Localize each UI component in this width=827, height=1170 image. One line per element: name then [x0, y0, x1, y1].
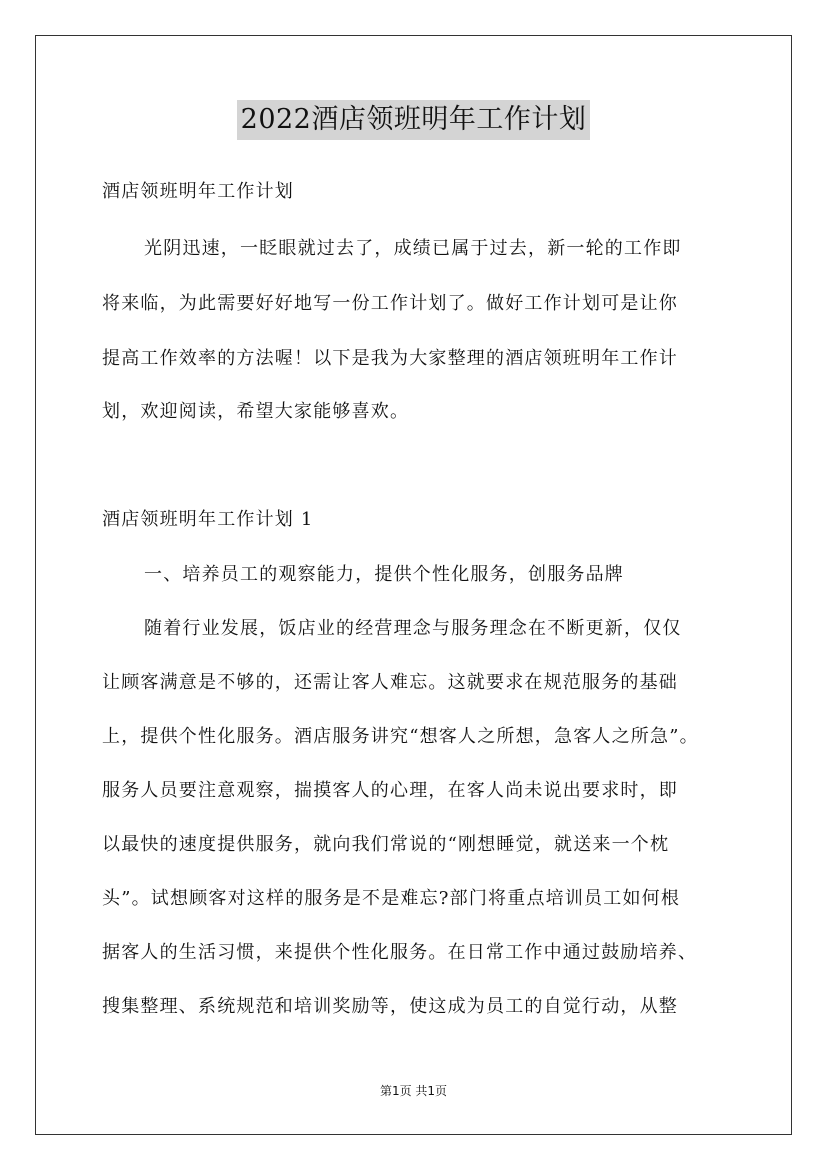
- body-line: 搜集整理、系统规范和培训奖励等，使这成为员工的自觉行动，从整: [102, 996, 678, 1017]
- page-number-footer: 第1页 共1页: [379, 1084, 448, 1098]
- intro-line: 光阴迅速，一眨眼就过去了，成绩已属于过去，新一轮的工作即: [144, 238, 682, 259]
- section-heading: 酒店领班明年工作计划 1: [102, 509, 314, 530]
- body-line: 头”。试想顾客对这样的服务是不是难忘?部门将重点培训员工如何根: [102, 888, 681, 909]
- intro-line: 划，欢迎阅读，希望大家能够喜欢。: [102, 401, 410, 422]
- subtitle: 酒店领班明年工作计划: [102, 181, 294, 202]
- document-title: 2022酒店领班明年工作计划: [237, 100, 591, 140]
- body-line: 据客人的生活习惯，来提供个性化服务。在日常工作中通过鼓励培养、: [102, 942, 698, 963]
- intro-line: 提高工作效率的方法喔！以下是我为大家整理的酒店领班明年工作计: [102, 348, 678, 369]
- body-line: 随着行业发展，饭店业的经营理念与服务理念在不断更新，仅仅: [144, 618, 682, 639]
- document-title-block: [0, 100, 827, 140]
- intro-line: 将来临，为此需要好好地写一份工作计划了。做好工作计划可是让你: [102, 293, 678, 314]
- body-line: 服务人员要注意观察，揣摸客人的心理，在客人尚未说出要求时，即: [102, 780, 678, 801]
- body-line: 让顾客满意是不够的，还需让客人难忘。这就要求在规范服务的基础: [102, 672, 678, 693]
- point-heading: 一、培养员工的观察能力，提供个性化服务，创服务品牌: [144, 564, 624, 585]
- body-line: 上，提供个性化服务。酒店服务讲究“想客人之所想，急客人之所急”。: [102, 726, 699, 747]
- body-line: 以最快的速度提供服务，就向我们常说的“刚想睡觉，就送来一个枕: [102, 834, 670, 855]
